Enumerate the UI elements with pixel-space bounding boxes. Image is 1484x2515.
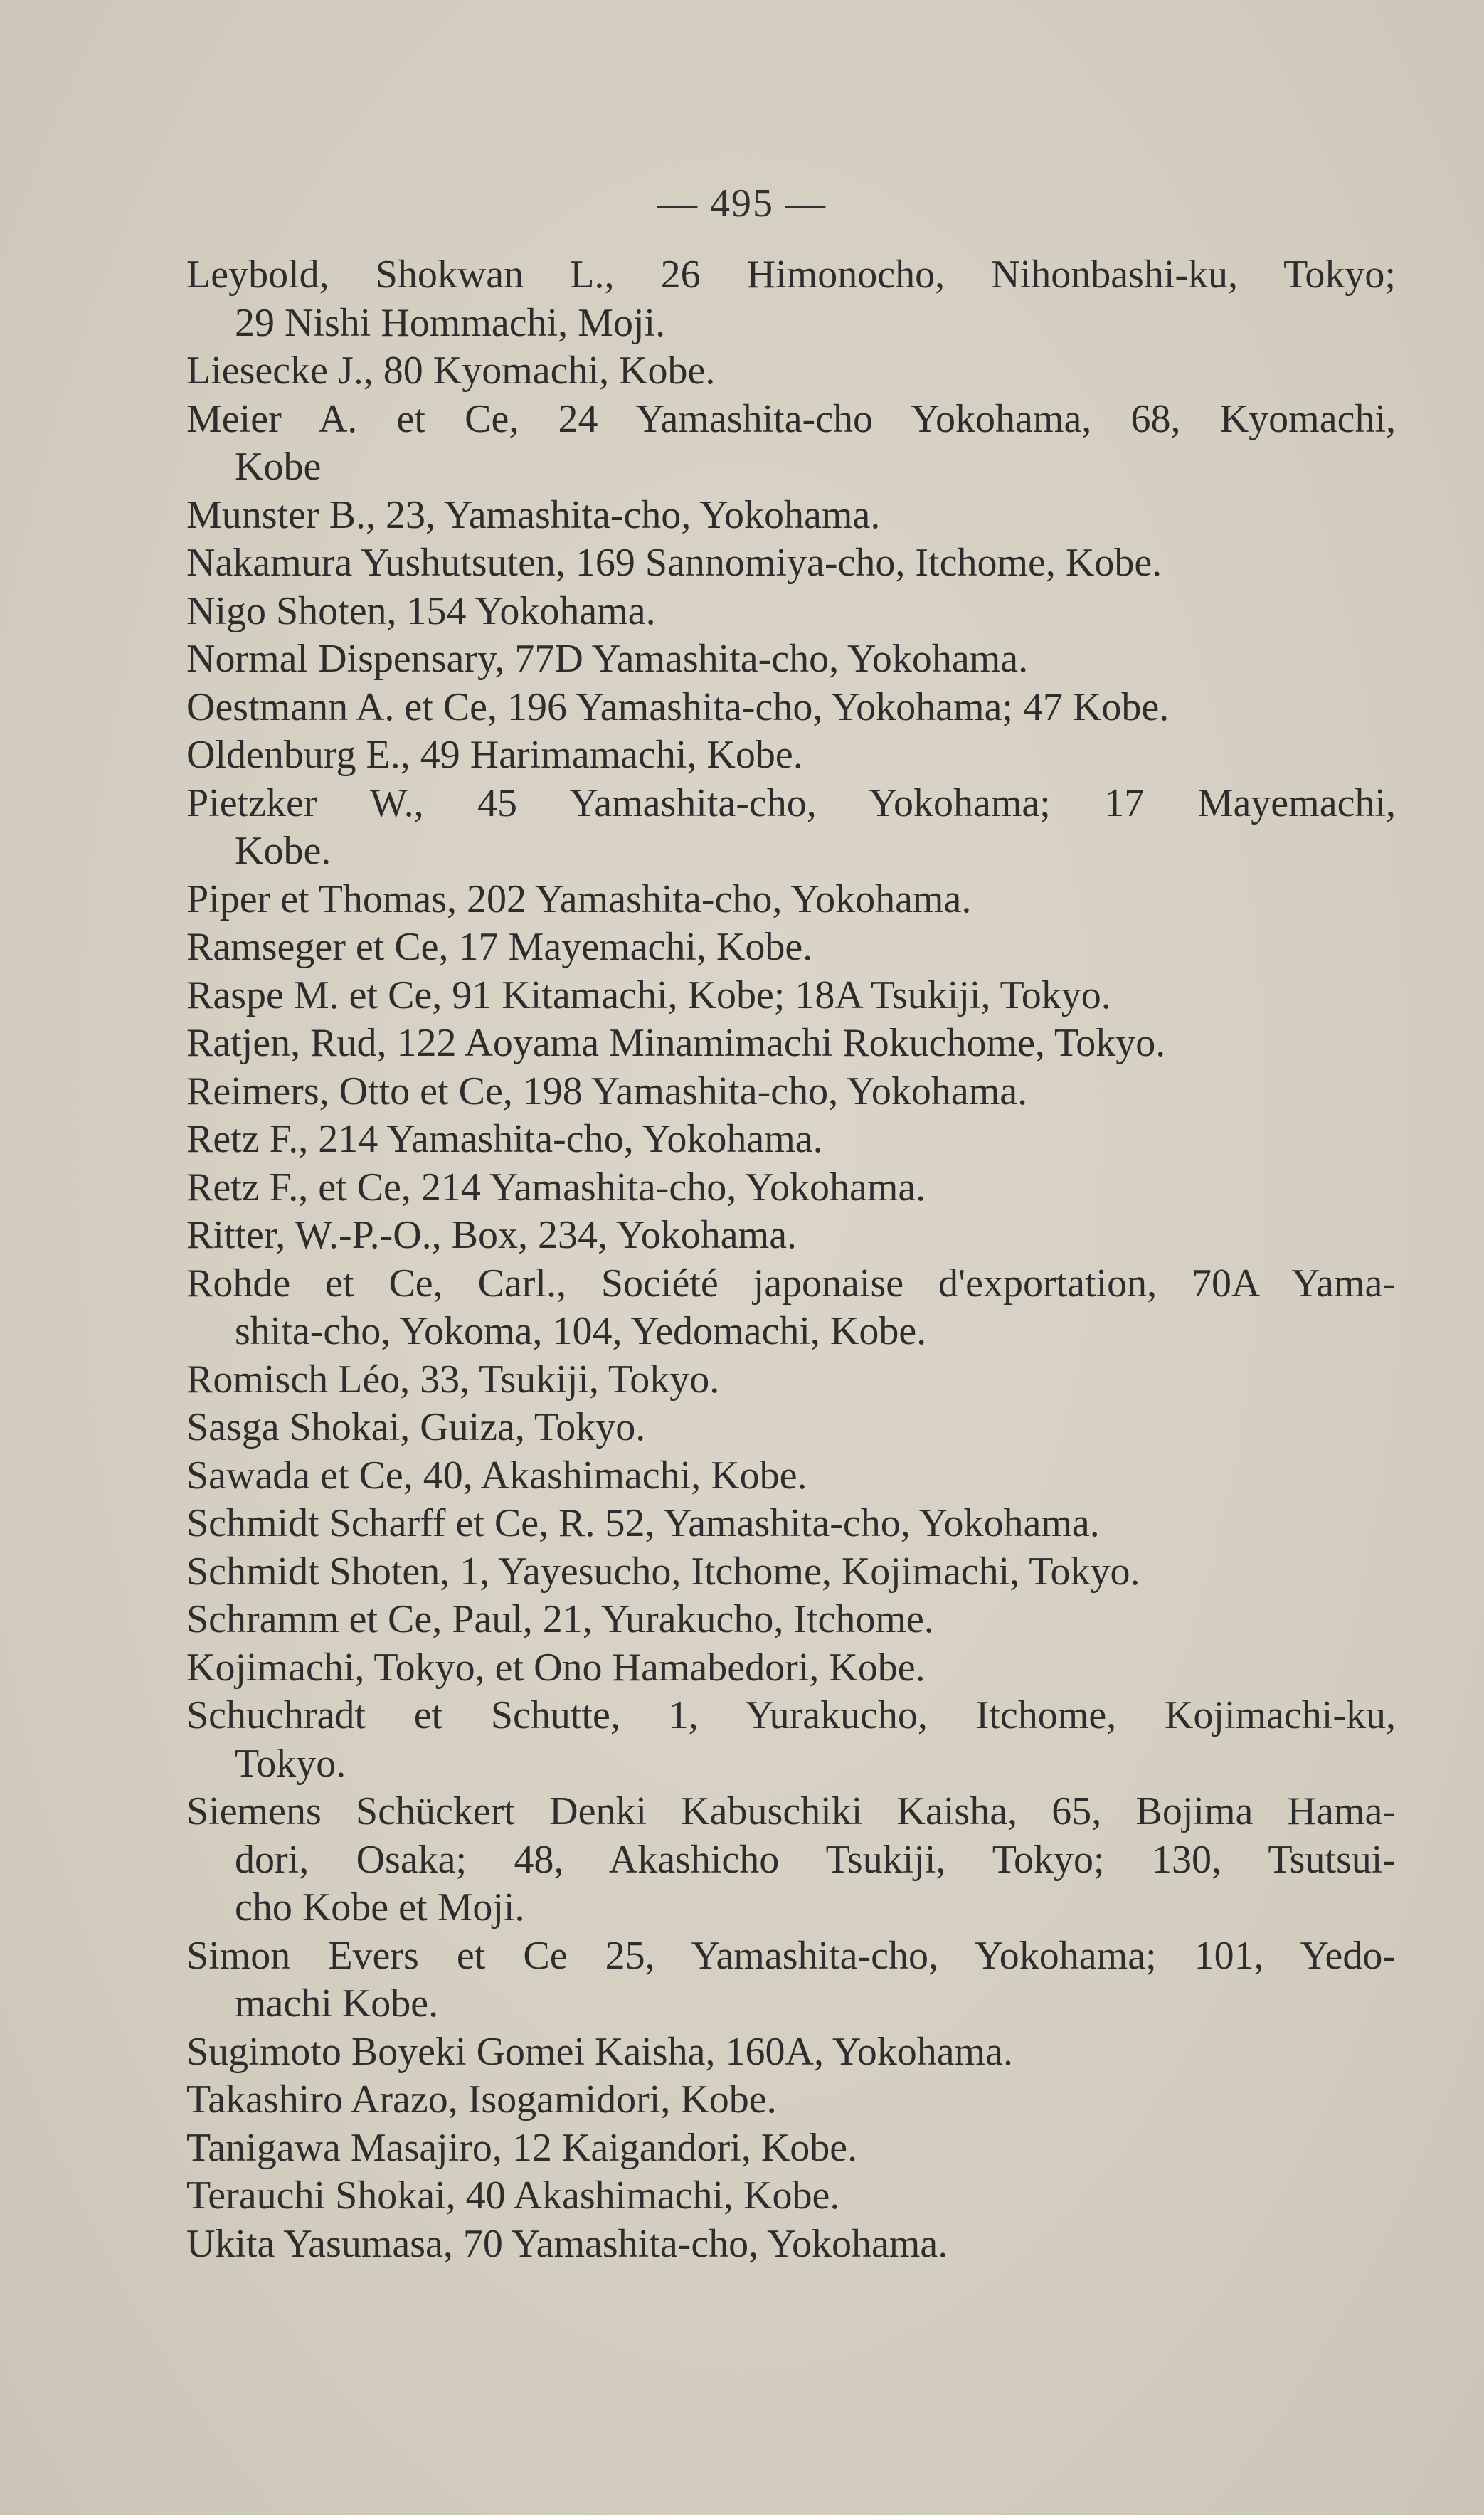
entry-line: Schmidt Scharff et Ce, R. 52, Yamashita-cho, Yokohama. [186, 1501, 1100, 1545]
directory-entry [186, 1164, 1396, 1212]
entry-line: Sugimoto Boyeki Gomei Kaisha, 160A, Yokohama. [186, 2029, 1013, 2074]
entry-line: Munster B., 23, Yamashita-cho, Yokohama. [186, 492, 881, 537]
entry-continuation-line: machi Kobe. [235, 1981, 439, 2026]
directory-entry [186, 588, 1396, 636]
directory-entry [186, 1548, 1396, 1597]
directory-entry [186, 972, 1396, 1020]
entry-line: Piper et Thomas, 202 Yamashita-cho, Yokohama. [186, 877, 972, 921]
entry-line: Pietzker W., 45 Yamashita-cho, Yokohama; 17 Mayemachi, [186, 780, 1396, 825]
entry-line: Schuchradt et Schutte, 1, Yurakucho, Itchome, Kojimachi-ku, [186, 1693, 1396, 1737]
directory-entry [186, 635, 1396, 684]
entry-line: Terauchi Shokai, 40 Akashimachi, Kobe. [186, 2174, 840, 2218]
directory-entry [186, 1068, 1396, 1116]
entry-continuation-line: cho Kobe et Moji. [235, 1885, 525, 1929]
directory-entry [186, 492, 1396, 540]
entry-line: Nigo Shoten, 154 Yokohama. [186, 588, 656, 633]
directory-entry [186, 780, 1396, 876]
directory-entry [186, 1356, 1396, 1404]
entry-line: Ritter, W.-P.-O., Box, 234, Yokohama. [186, 1213, 797, 1257]
directory-list [186, 251, 1396, 2268]
entry-line: Schramm et Ce, Paul, 21, Yurakucho, Itchome. [186, 1597, 934, 1641]
directory-entry [186, 923, 1396, 972]
directory-entry [186, 2076, 1396, 2124]
entry-continuation-line: Kobe [235, 445, 322, 489]
entry-line: Takashiro Arazo, Isogamidori, Kobe. [186, 2077, 777, 2122]
directory-entry [186, 1116, 1396, 1164]
entry-line: Nakamura Yushutsuten, 169 Sannomiya-cho, Itchome, Kobe. [186, 541, 1162, 585]
directory-entry [186, 1788, 1396, 1932]
entry-line: Normal Dispensary, 77D Yamashita-cho, Yokohama. [186, 637, 1029, 681]
entry-line: Simon Evers et Ce 25, Yamashita-cho, Yokohama; 101, Yedo- [186, 1933, 1396, 1978]
entry-line: Meier A. et Ce, 24 Yamashita-cho Yokohama, 68, Kyomachi, [186, 396, 1396, 441]
directory-entry [186, 876, 1396, 924]
directory-entry [186, 1452, 1396, 1500]
directory-entry [186, 2124, 1396, 2173]
directory-entry [186, 1932, 1396, 2028]
entry-line: Retz F., 214 Yamashita-cho, Yokohama. [186, 1117, 823, 1161]
entry-continuation-line: 29 Nishi Hommachi, Moji. [235, 300, 666, 345]
directory-entry [186, 539, 1396, 588]
directory-entry [186, 347, 1396, 396]
entry-line: Liesecke J., 80 Kyomachi, Kobe. [186, 349, 716, 393]
entry-line: Siemens Schückert Denki Kabuschiki Kaisha, 65, Bojima Hama- [186, 1789, 1396, 1833]
entry-line: Reimers, Otto et Ce, 198 Yamashita-cho, Yokohama. [186, 1069, 1028, 1113]
entry-continuation-line: shita-cho, Yokoma, 104, Yedomachi, Kobe. [235, 1309, 927, 1353]
directory-entry [186, 2028, 1396, 2077]
directory-entry [186, 2220, 1396, 2269]
page-number: — 495 — [657, 181, 827, 226]
entry-continuation-line: Tokyo. [235, 1741, 346, 1786]
entry-line: Ratjen, Rud, 122 Aoyama Minamimachi Rokuchome, Tokyo. [186, 1021, 1166, 1065]
directory-entry [186, 684, 1396, 732]
directory-entry [186, 731, 1396, 780]
entry-line: Ukita Yasumasa, 70 Yamashita-cho, Yokohama. [186, 2221, 948, 2266]
entry-line: Kojimachi, Tokyo, et Ono Hamabedori, Kobe. [186, 1645, 926, 1690]
entry-line: Rohde et Ce, Carl., Société japonaise d'exportation, 70A Yama- [186, 1261, 1396, 1306]
directory-entry [186, 396, 1396, 492]
entry-line: Sawada et Ce, 40, Akashimachi, Kobe. [186, 1453, 807, 1498]
entry-line: Oldenburg E., 49 Harimamachi, Kobe. [186, 733, 803, 777]
directory-entry [186, 1596, 1396, 1644]
entry-continuation-line: Kobe. [235, 829, 332, 873]
entry-line: Ramseger et Ce, 17 Mayemachi, Kobe. [186, 925, 813, 969]
directory-entry [186, 1404, 1396, 1452]
directory-entry [186, 2172, 1396, 2220]
directory-entry [186, 1692, 1396, 1788]
entry-line: Oestmann A. et Ce, 196 Yamashita-cho, Yokohama; 47 Kobe. [186, 684, 1170, 729]
entry-continuation-line: dori, Osaka; 48, Akashicho Tsukiji, Tokyo; 130, Tsutsui- [235, 1837, 1396, 1882]
entry-line: Retz F., et Ce, 214 Yamashita-cho, Yokohama. [186, 1165, 926, 1209]
directory-entry [186, 251, 1396, 347]
directory-entry [186, 1500, 1396, 1548]
directory-entry [186, 1260, 1396, 1356]
entry-line: Raspe M. et Ce, 91 Kitamachi, Kobe; 18A Tsukiji, Tokyo. [186, 973, 1111, 1017]
entry-line: Tanigawa Masajiro, 12 Kaigandori, Kobe. [186, 2125, 858, 2170]
directory-entry [186, 1020, 1396, 1068]
directory-entry [186, 1644, 1396, 1693]
entry-line: Sasga Shokai, Guiza, Tokyo. [186, 1405, 646, 1449]
directory-entry [186, 1212, 1396, 1260]
entry-line: Schmidt Shoten, 1, Yayesucho, Itchome, Kojimachi, Tokyo. [186, 1549, 1140, 1594]
entry-line: Romisch Léo, 33, Tsukiji, Tokyo. [186, 1357, 720, 1402]
entry-line: Leybold, Shokwan L., 26 Himonocho, Nihonbashi-ku, Tokyo; [186, 253, 1396, 297]
